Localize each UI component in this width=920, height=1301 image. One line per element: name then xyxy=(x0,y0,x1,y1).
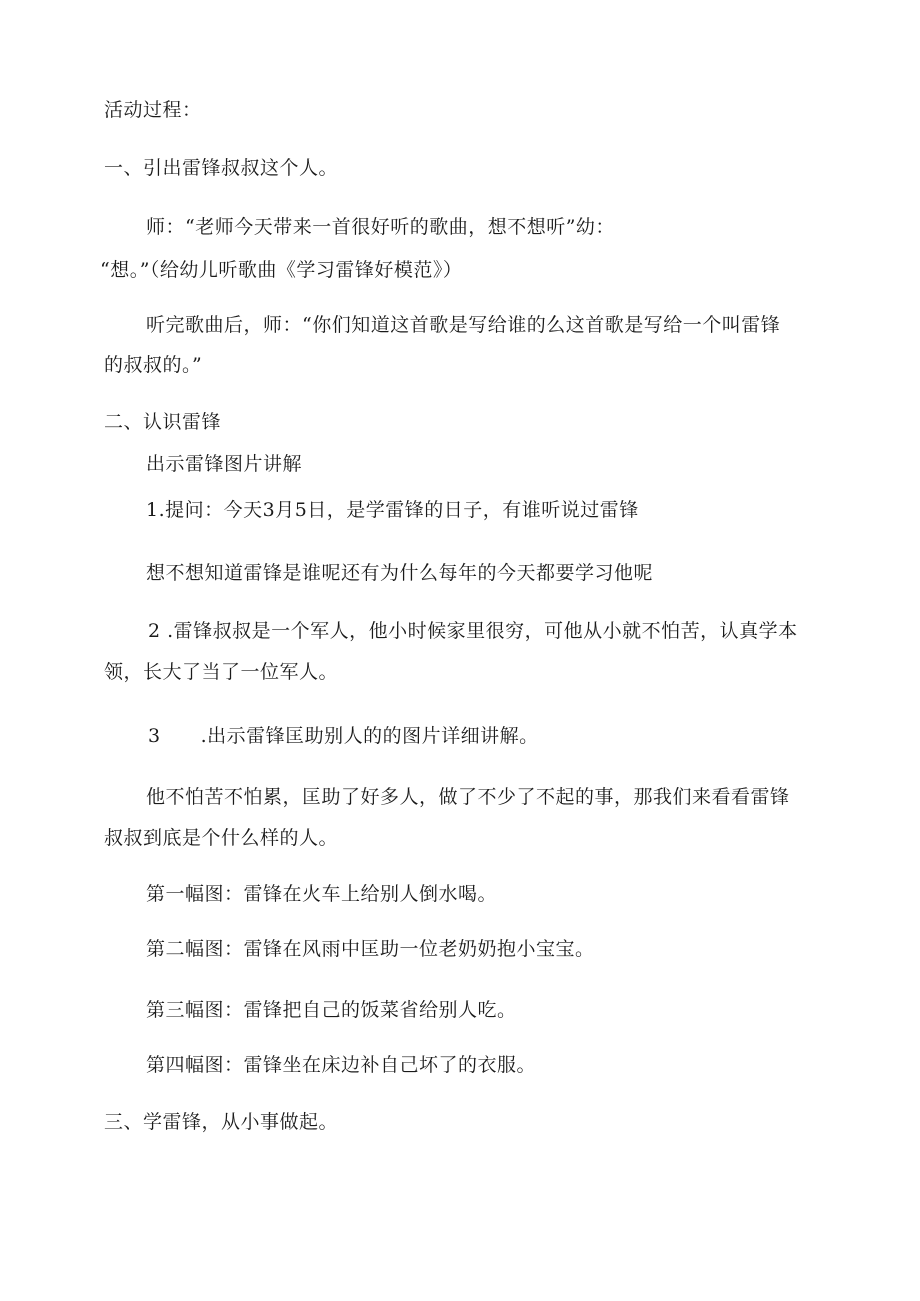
section-2-title: 二、认识雷锋 xyxy=(104,411,222,433)
item-3-number: 3 xyxy=(148,725,161,747)
item-3-text: .出示雷锋匡助别人的的图片详细讲解。 xyxy=(200,725,539,747)
paragraph-line-1: 他不怕苦不怕累，匡助了好多人，做了不少了不起的事，那我们来看看雷锋 xyxy=(146,786,790,808)
section-3-title: 三、学雷锋，从小事做起。 xyxy=(104,1111,339,1133)
child-line: “想。”（给幼儿听歌曲《学习雷锋好模范》） xyxy=(100,259,463,281)
picture-2-description: 第二幅图：雷锋在风雨中匡助一位老奶奶抱小宝宝。 xyxy=(146,938,595,960)
item-2-line-1: 2 .雷锋叔叔是一个军人，他小时候家里很穷，可他从小就不怕苦，认真学本 xyxy=(148,620,798,642)
after-song-line-2: 的叔叔的。” xyxy=(104,354,203,376)
heading-activity-process: 活动过程： xyxy=(104,99,202,121)
picture-4-description: 第四幅图：雷锋坐在床边补自己坏了的衣服。 xyxy=(146,1054,537,1076)
item-1-follow: 想不想知道雷锋是谁呢还有为什么每年的今天都要学习他呢 xyxy=(146,562,654,584)
section-1-title: 一、引出雷锋叔叔这个人。 xyxy=(104,157,339,179)
picture-1-description: 第一幅图：雷锋在火车上给别人倒水喝。 xyxy=(146,883,498,905)
after-song-line-1: 听完歌曲后，师：“你们知道这首歌是写给谁的么这首歌是写给一个叫雷锋 xyxy=(146,314,781,336)
item-3-line xyxy=(148,724,539,748)
picture-3-description: 第三幅图：雷锋把自己的饭菜省给别人吃。 xyxy=(146,999,517,1021)
show-picture-line: 出示雷锋图片讲解 xyxy=(146,453,303,475)
item-2-line-2: 领，长大了当了一位军人。 xyxy=(104,661,339,683)
teacher-line: 师：“老师今天带来一首很好听的歌曲，想不想听”幼： xyxy=(146,216,615,238)
paragraph-line-2: 叔叔到底是个什么样的人。 xyxy=(104,827,339,849)
item-1-question: 1.提问：今天3月5日，是学雷锋的日子，有谁听说过雷锋 xyxy=(146,499,639,521)
